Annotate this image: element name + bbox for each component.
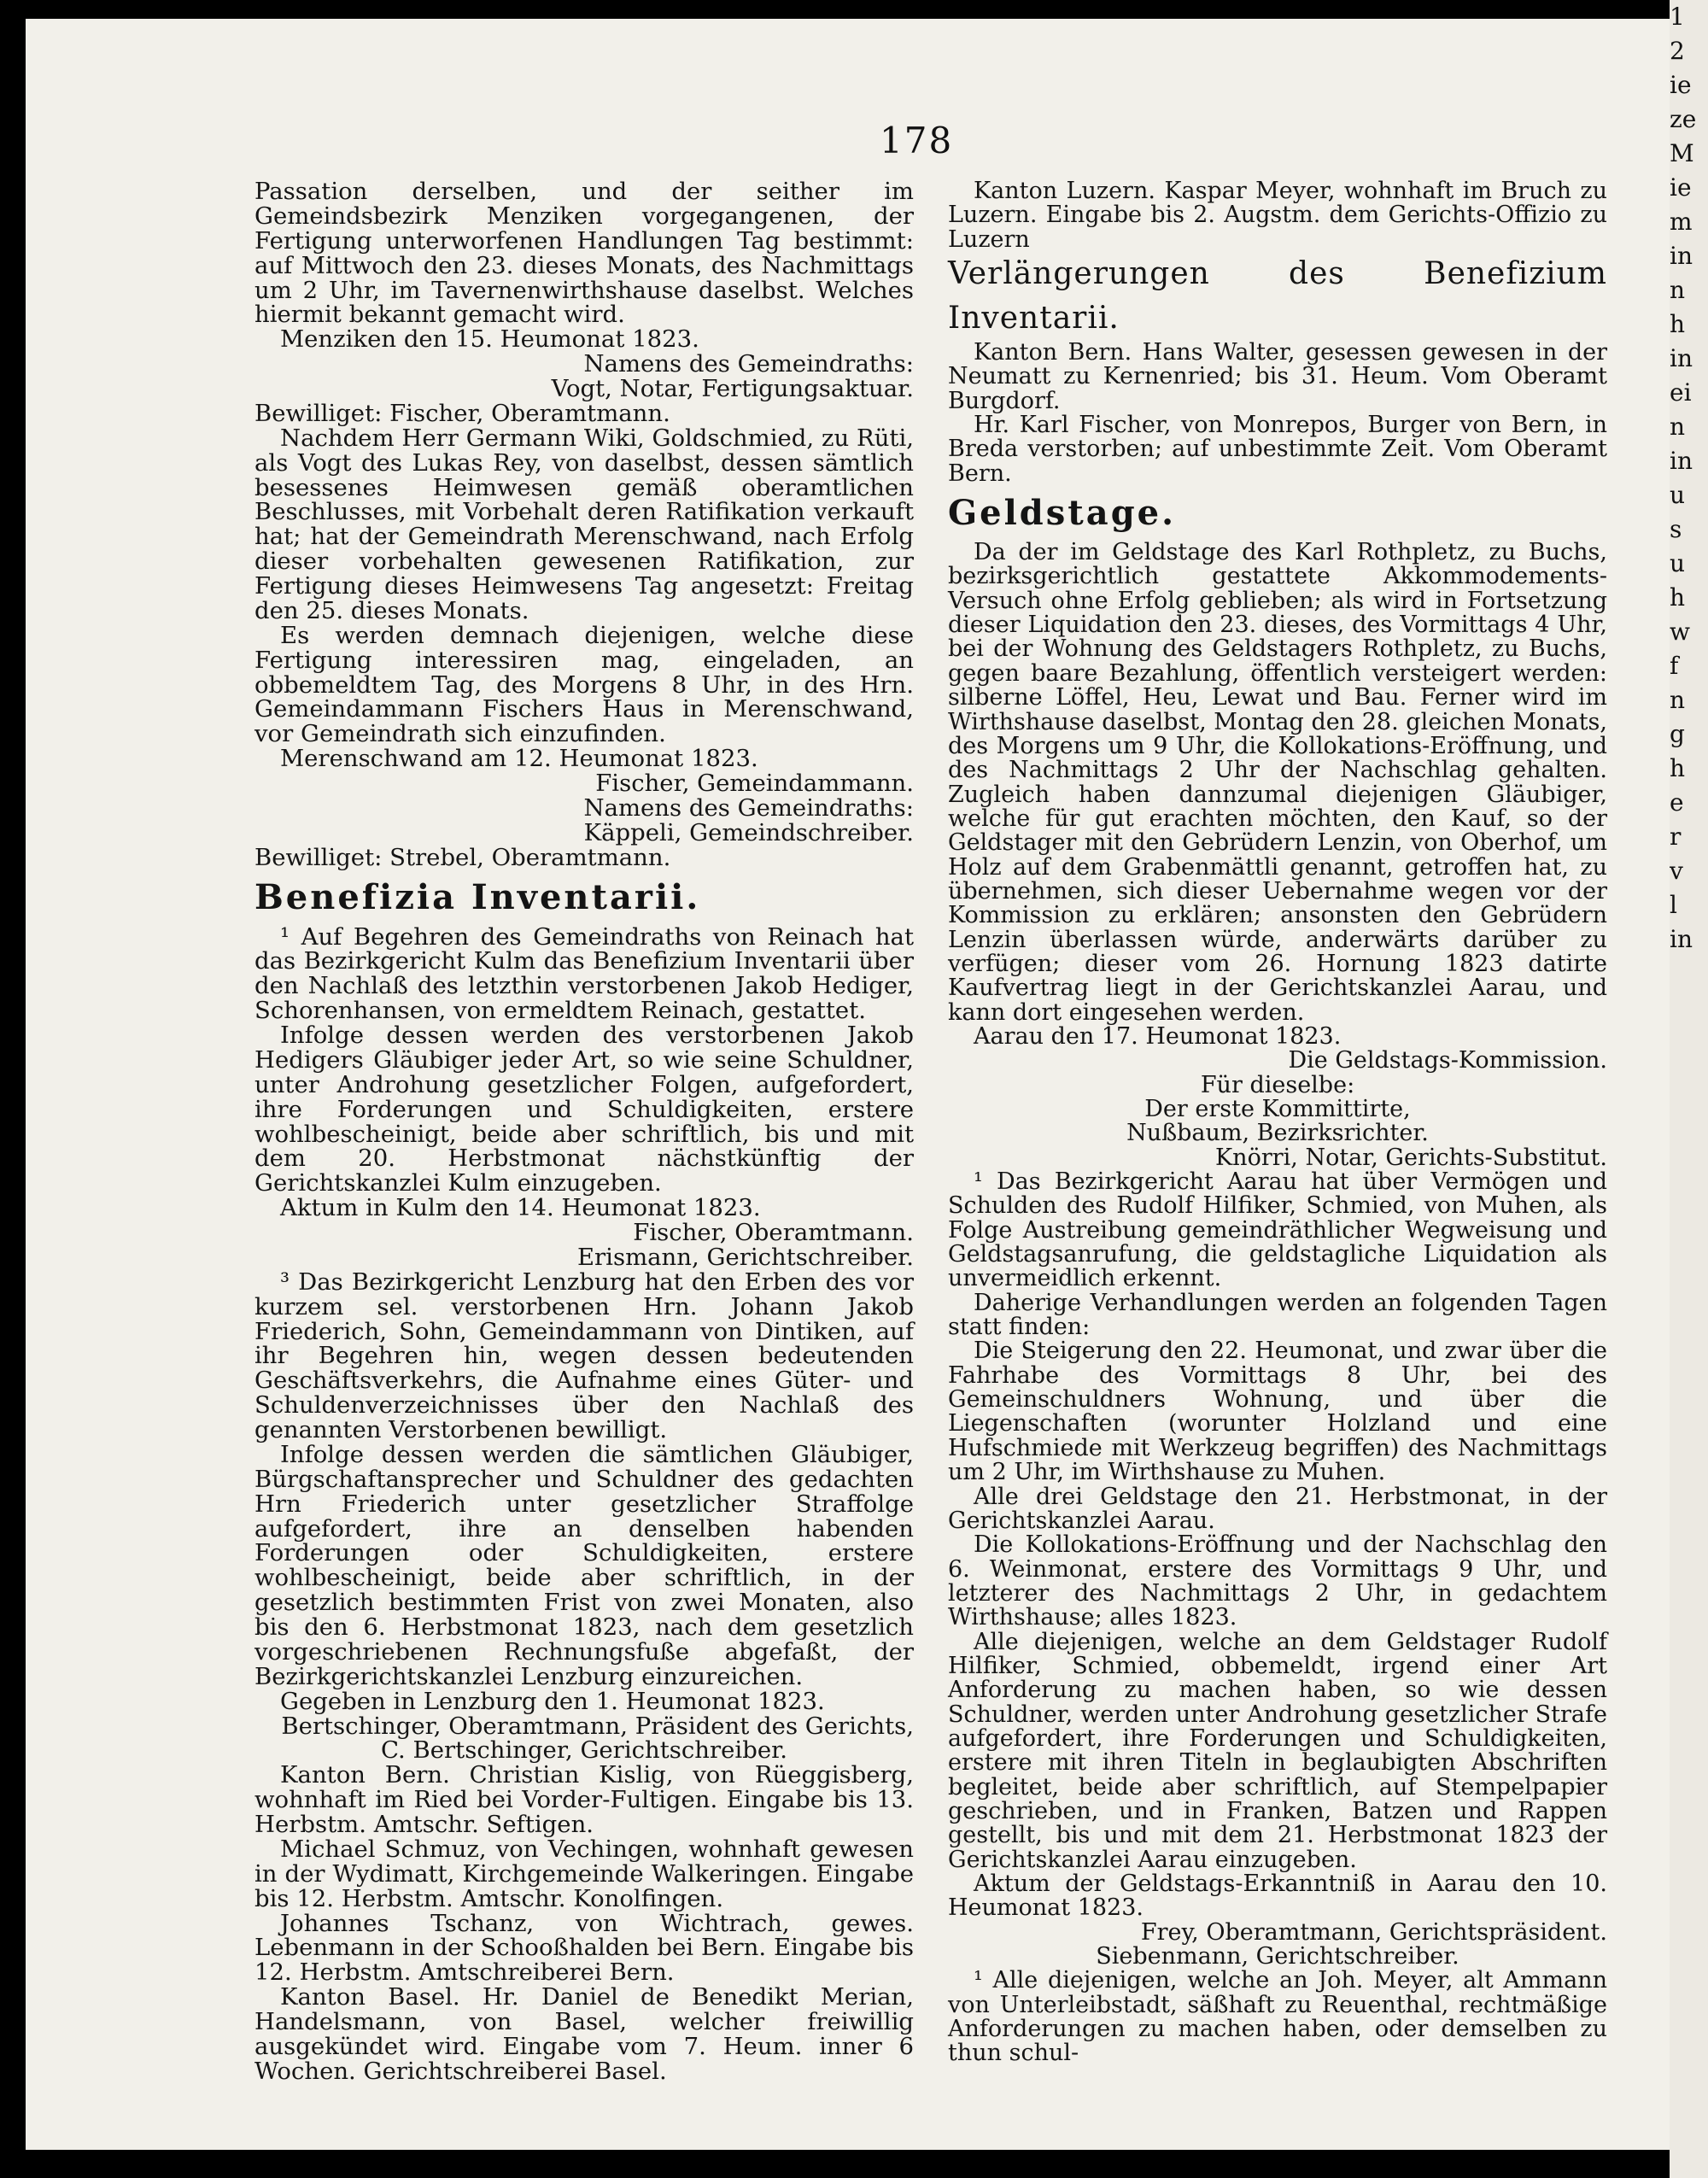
edge-fragment: h [1670, 583, 1686, 612]
paragraph: Passation derselben, und der seither im Gemeindsbezirk Menziken vorgegangenen, der Fertigung unterworfenen Handlungen Tag bestimmt: auf Mittwoch den 23. dieses Monats, des Nachmittags um 2 Uhr, im Tavernenwirthshause daselbst. Welches hiermit bekannt gemacht wird. [254, 178, 914, 329]
paragraph: Nachdem Herr Germann Wiki, Goldschmied, zu Rüti, als Vogt des Lukas Rey, von daselbst, dessen sämtlich besessenes Heimwesen gemäß oberamtlichen Beschlusses, mit Vorbehalt deren Ratifikation verkauft hat; hat der Gemeindrath Merenschwand, nach Erfolg dieser vorbehalten gewesenen Ratifikation, zur Fertigung dieses Heimwesens Tag angesetzt: Freitag den 25. dieses Monats. [254, 424, 914, 624]
signature-line: Für dieselbe: [1200, 1071, 1355, 1098]
signature-line: Namens des Gemeindraths: [583, 793, 914, 822]
edge-fragment: in [1670, 242, 1693, 270]
date-line: Aktum der Geldstags-Erkanntniß in Aarau den 10. Heumonat 1823. [948, 1871, 1607, 1922]
edge-fragment: M [1670, 139, 1694, 167]
edge-fragment: l [1670, 891, 1677, 919]
right-column [948, 179, 1607, 2066]
edge-fragment: u [1670, 549, 1686, 577]
notice: Kanton Bern. Christian Kislig, von Rüeggisberg, wohnhaft im Ried bei Vorder-Fultigen. Eingabe bis 13. Herbstm. Amtschr. Seftigen. [254, 1761, 914, 1838]
left-column [254, 179, 914, 2084]
signature-line: Käppeli, Gemeindschreiber. [583, 818, 914, 846]
section-heading-geldstage: Geldstage. [948, 493, 1177, 534]
next-page-edge [1670, 0, 1708, 2178]
paragraph: Die Steigerung den 22. Heumonat, und zwar über die Fahrhabe des Vormittags 8 Uhr, bei des Gemeinschuldners Wohnung, und über die Liegenschaften (worunter Holzland und eine Hufschmiede mit Werkzeug begriffen) des Nachmittags um 2 Uhr, im Wirthshause zu Muhen. [948, 1338, 1607, 1486]
signature-line: Namens des Gemeindraths: [583, 350, 914, 378]
edge-fragment: w [1670, 618, 1690, 646]
edge-fragment: ie [1670, 173, 1692, 202]
paragraph: ³ Das Bezirkgericht Lenzburg hat den Erben des vor kurzem sel. verstorbenen Hrn. Johann Jakob Friederich, Sohn, Gemeindammann von Dintiken, auf ihr Begehren hin, wegen dessen bedeutenden Geschäftsverkehrs, die Aufnahme eines Güter- und Schuldenverzeichnisses über den Nachlaß des genannten Verstorbenen bewilligt. [254, 1268, 914, 1443]
edge-fragment: u [1670, 481, 1686, 509]
paragraph: Alle diejenigen, welche an dem Geldstager Rudolf Hilfiker, Schmied, obbemeldt, irgend einer Art Anforderung zu machen haben, so wie dessen Schuldner, werden unter Androhung gesetzlicher Strafe aufgefordert, ihre Forderungen und Schuldigkeiten, erstere mit ihren Titeln in beglaubigten Abschriften begleitet, beide aber schriftlich, auf Stempelpapier geschrieben, und in Franken, Batzen und Rappen gestellt, bis und mit dem 21. Herbstmonat 1823 der Gerichtskanzlei Aarau einzugeben. [948, 1628, 1607, 1873]
paragraph: ¹ Auf Begehren des Gemeindraths von Reinach hat das Bezirkgericht Kulm das Benefizium Inventarii über den Nachlaß des letzthin verstorbenen Jakob Hediger, Schorenhansen, von ermeldtem Reinach, gestattet. [254, 922, 914, 1025]
signature-line: Bertschinger, Oberamtmann, Präsident des Gerichts, [281, 1712, 914, 1740]
approval-line: Bewilliget: Fischer, Oberamtmann. [254, 399, 670, 427]
section-heading-benefizia: Benefizia Inventarii. [254, 876, 701, 917]
signature-line: Fischer, Oberamtmann. [633, 1219, 914, 1246]
edge-fragment: n [1670, 276, 1686, 304]
edge-fragment: ei [1670, 378, 1692, 407]
paragraph: Infolge dessen werden die sämtlichen Gläubiger, Bürgschaftansprecher und Schuldner des gedachten Hrn Friederich unter gesetzlicher Straffolge aufgefordert, ihre an denselben habenden Forderungen oder Schuldigkeiten, erstere wohlbescheinigt, beide aber schriftlich, in der gesetzlich bestimmten Frist von zwei Monaten, also bis den 6. Herbstmonat 1823, nach dem gesetzlich vorgeschriebenen Rechnungsfuße abgefaßt, der Bezirkgerichtskanzlei Lenzburg einzureichen. [254, 1440, 914, 1690]
edge-fragment: in [1670, 925, 1693, 953]
edge-fragment: m [1670, 208, 1693, 236]
signature-line: Knörri, Notar, Gerichts-Substitut. [1215, 1144, 1607, 1171]
edge-fragment: n [1670, 686, 1686, 714]
notice: Johannes Tschanz, von Wichtrach, gewes. Lebenmann in der Schooßhalden bei Bern. Eingabe bis 12. Herbstm. Amtschreiberei Bern. [254, 1909, 914, 1987]
signature-line: Siebenmann, Gerichtschreiber. [1096, 1943, 1459, 1970]
paragraph: Die Kollokations-Eröffnung und der Nachschlag den 6. Weinmonat, erstere des Vormittags 9 Uhr, und letzterer des Nachmittags 2 Uhr, in gedachtem Wirthshause; alles 1823. [948, 1531, 1607, 1631]
notice: Hr. Karl Fischer, von Monrepos, Burger von Bern, in Breda verstorben; auf unbestimmte Zeit. Vom Oberamt Bern. [948, 412, 1607, 487]
signature-line: Frey, Oberamtmann, Gerichtspräsident. [1140, 1918, 1607, 1946]
date-line: Aktum in Kulm den 14. Heumonat 1823. [280, 1194, 761, 1222]
edge-fragment: in [1670, 344, 1693, 372]
paragraph: ¹ Das Bezirkgericht Aarau hat über Vermögen und Schulden des Rudolf Hilfiker, Schmied, von Muhen, als Folge Austreibung gemeindräthlicher Wegweisung und Geldstagsanrufung, die geldstagliche Liquidation als unvermeidlich erkennt. [948, 1168, 1607, 1292]
signature-line: Vogt, Notar, Fertigungsaktuar. [551, 375, 914, 402]
scanned-page [26, 19, 1674, 2150]
edge-fragment: 2 [1670, 37, 1685, 65]
signature-line: Fischer, Gemeindammann. [595, 770, 914, 797]
signature-line: Die Geldstags-Kommission. [1288, 1047, 1607, 1074]
signature-line: C. Bertschinger, Gerichtschreiber. [381, 1736, 787, 1765]
edge-fragment: h [1670, 754, 1686, 782]
notice: Kanton Luzern. Kaspar Meyer, wohnhaft im Bruch zu Luzern. Eingabe bis 2. Augstm. dem Gerichts-Offizio zu Luzern [948, 178, 1607, 253]
paragraph: Infolge dessen werden des verstorbenen Jakob Hedigers Gläubiger jeder Art, so wie seine Schuldner, unter Androhung gesetzlicher Folgen, aufgefordert, ihre Forderungen und Schuldigkeiten, erstere wohlbescheinigt, beide aber schriftlich, bis und mit dem 20. Herbstmonat nächstkünftig der Gerichtskanzlei Kulm einzugeben. [254, 1022, 914, 1197]
edge-fragment: 1 [1670, 3, 1685, 31]
signature-line: Erismann, Gerichtschreiber. [576, 1243, 914, 1271]
page-number: 178 [880, 120, 954, 161]
signature-line: Nußbaum, Bezirksrichter. [1126, 1120, 1429, 1147]
edge-fragment: n [1670, 413, 1686, 441]
paragraph: ¹ Alle diejenigen, welche an Joh. Meyer, alt Ammann von Unterleibstadt, säßhaft zu Reuenthal, rechtmäßige Anforderungen zu machen haben, oder demselben zu thun schul- [948, 1967, 1607, 2067]
notice: Kanton Basel. Hr. Daniel de Benedikt Merian, Handelsmann, von Basel, welcher freiwillig ausgekündet wird. Eingabe vom 7. Heum. inner 6 Wochen. Gerichtschreiberei Basel. [254, 1983, 914, 2085]
paragraph: Es werden demnach diejenigen, welche diese Fertigung interessiren mag, eingeladen, an obbemeldtem Tag, des Morgens 8 Uhr, in des Hrn. Gemeindammann Fischers Haus in Merenschwand, vor Gemeindrath sich einzufinden. [254, 621, 914, 748]
edge-fragment: f [1670, 652, 1679, 680]
date-line: Aarau den 17. Heumonat 1823. [974, 1022, 1342, 1050]
edge-fragment: ze [1670, 105, 1697, 133]
edge-fragment: h [1670, 310, 1686, 338]
edge-fragment: ie [1670, 71, 1692, 99]
signature-line: Der erste Kommittirte, [1144, 1096, 1411, 1122]
edge-fragment: e [1670, 788, 1684, 817]
edge-fragment: s [1670, 515, 1682, 543]
notice: Kanton Bern. Hans Walter, gesessen gewesen in der Neumatt zu Kernenried; bis 31. Heum. Vom Oberamt Burgdorf. [948, 339, 1607, 414]
paragraph: Alle drei Geldstage den 21. Herbstmonat, in der Gerichtskanzlei Aarau. [948, 1483, 1607, 1534]
edge-fragment: r [1670, 823, 1682, 851]
approval-line: Bewilliget: Strebel, Oberamtmann. [254, 843, 671, 871]
date-line: Merenschwand am 12. Heumonat 1823. [280, 745, 758, 773]
edge-fragment: in [1670, 447, 1693, 475]
edge-fragment: v [1670, 857, 1683, 885]
date-line: Gegeben in Lenzburg den 1. Heumonat 1823. [280, 1687, 825, 1715]
paragraph: Daherige Verhandlungen werden an folgenden Tagen statt finden: [948, 1289, 1607, 1341]
section-heading-verlaengerungen: Verlängerungen des Benefizium Inventarii. [948, 256, 1607, 337]
paragraph: Da der im Geldstage des Karl Rothpletz, zu Buchs, bezirksgerichtlich gestattete Akkommodements-Versuch ohne Erfolg geblieben; als wird in Fortsetzung dieser Liquidation den 23. dieses, des Vormittags 4 Uhr, bei der Wohnung des Geldstagers Rothpletz, zu Buchs, gegen baare Bezahlung, öffentlich versteigert werden: silberne Löffel, Heu, Lewat und Bau. Ferner wird im Wirthshause daselbst, Montag den 28. gleichen Monats, des Morgens um 9 Uhr, die Kollokations-Eröffnung, und des Nachmittags 2 Uhr der Nachschlag gehalten. Zugleich haben dannzumal diejenigen Gläubiger, welche für gut erachten möchten, den Kauf, so der Geldstager mit den Gebrüdern Lenzin, von Oberhof, um Holz auf dem Grabenmättli genannt, getroffen hat, zu übernehmen, sich dieser Uebernahme wegen vor der Kommission zu erklären; ansonsten den Gebrüdern Lenzin überlassen würde, anderwärts darüber zu verfügen; dieser vom 26. Hornung 1823 datirte Kaufvertrag liegt in der Gerichtskanzlei Aarau, und kann dort eingesehen werden. [948, 539, 1607, 1026]
edge-fragment: g [1670, 720, 1685, 748]
date-line: Menziken den 15. Heumonat 1823. [280, 325, 699, 354]
notice: Michael Schmuz, von Vechingen, wohnhaft gewesen in der Wydimatt, Kirchgemeinde Walkeringen. Eingabe bis 12. Herbstm. Amtschr. Konolfingen. [254, 1835, 914, 1912]
